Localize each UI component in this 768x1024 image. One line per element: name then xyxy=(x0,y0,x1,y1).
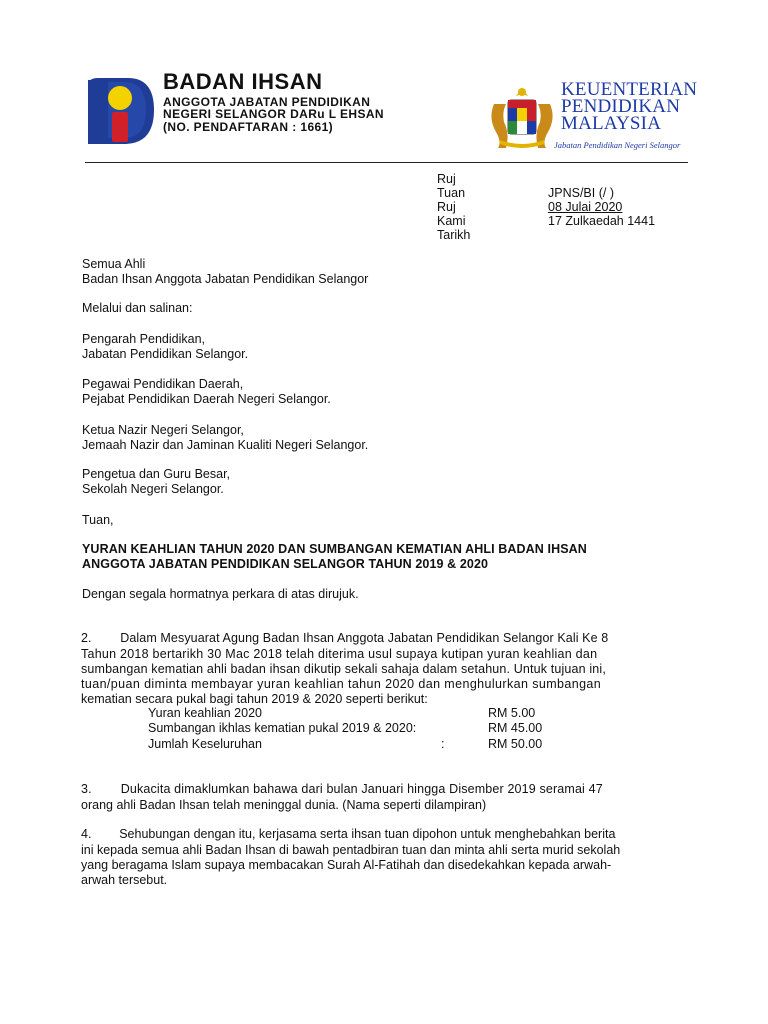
fee-amount-membership: RM 5.00 xyxy=(488,706,536,720)
recipient-line2: Badan Ihsan Anggota Jabatan Pendidikan Selangor xyxy=(82,272,369,286)
cc3-office: Jemaah Nazir dan Jaminan Kualiti Negeri Selangor. xyxy=(82,438,369,452)
org-subtitle-line1: ANGGOTA JABATAN PENDIDIKAN xyxy=(163,95,371,109)
opening-sentence: Dengan segala hormatnya perkara di atas dirujuk. xyxy=(82,587,359,601)
paragraph-3 xyxy=(81,767,668,813)
paragraph-2 xyxy=(81,616,668,708)
fee-label-death-contribution: Sumbangan ikhlas kematian pukal 2019 & 2020: xyxy=(148,721,417,735)
ref-label-tuan: Tuan xyxy=(437,186,466,200)
paragraph-2-line: Tahun 2018 bertarikh 30 Mac 2018 telah diterima usul supaya kutipan yuran keahlian dan xyxy=(81,646,598,661)
org-registration-number: (NO. PENDAFTARAN : 1661) xyxy=(163,120,334,134)
cc3-title: Ketua Nazir Negeri Selangor, xyxy=(82,423,244,437)
cc1-title: Pengarah Pendidikan, xyxy=(82,332,206,346)
org-name: BADAN IHSAN xyxy=(163,69,323,94)
ref-number: JPNS/BI (/ ) xyxy=(548,186,614,200)
ref-label-kami: Kami xyxy=(437,214,466,228)
recipient-line1: Semua Ahli xyxy=(82,257,146,271)
fee-amount-total: RM 50.00 xyxy=(488,737,543,751)
paragraph-4-line: ini kepada semua ahli Badan Ihsan di bawah pentadbiran tuan dan minta ahli serta murid sekolah xyxy=(81,842,621,857)
ministry-name-line2: PENDIDIKAN xyxy=(561,96,681,117)
badan-ihsan-logo xyxy=(84,76,158,146)
malaysia-coat-of-arms-icon xyxy=(484,84,560,150)
letter-date: 08 Julai 2020 xyxy=(548,200,623,214)
paragraph-2-line: tuan/puan diminta membayar yuran keahlian tahun 2020 dan menghulurkan sumbangan xyxy=(81,677,602,692)
subject-line2: ANGGOTA JABATAN PENDIDIKAN SELANGOR TAHUN 2019 & 2020 xyxy=(82,557,489,571)
cc2-office: Pejabat Pendidikan Daerah Negeri Selangor. xyxy=(82,392,331,406)
ministry-name-line1: KEUENTERIAN xyxy=(561,79,698,100)
via-copy-heading: Melalui dan salinan: xyxy=(82,301,193,315)
header-divider xyxy=(85,162,688,163)
fee-amount-death-contribution: RM 45.00 xyxy=(488,721,543,735)
cc1-office: Jabatan Pendidikan Selangor. xyxy=(82,347,249,361)
ref-label-tarikh: Tarikh xyxy=(437,228,471,242)
fee-colon-total: : xyxy=(441,737,445,751)
fee-label-total: Jumlah Keseluruhan xyxy=(148,737,262,751)
ministry-name-line3: MALAYSIA xyxy=(561,113,662,134)
paragraph-3-line: orang ahli Badan Ihsan telah meninggal dunia. (Nama seperti dilampiran) xyxy=(81,797,487,812)
paragraph-2-line: 2. Dalam Mesyuarat Agung Badan Ihsan Anggota Jabatan Pendidikan Selangor Kali Ke 8 xyxy=(81,631,609,646)
cc2-title: Pegawai Pendidikan Daerah, xyxy=(82,377,244,391)
fee-label-membership: Yuran keahlian 2020 xyxy=(148,706,262,720)
paragraph-4 xyxy=(81,812,668,888)
cc4-title: Pengetua dan Guru Besar, xyxy=(82,467,231,481)
ref-label-ruj-2: Ruj xyxy=(437,200,456,214)
paragraph-2-line: kematian secara pukal bagi tahun 2019 & 2020 seperti berikut: xyxy=(81,692,428,707)
paragraph-4-line: arwah tersebut. xyxy=(81,873,168,888)
paragraph-4-line: 4. Sehubungan dengan itu, kerjasama serta ihsan tuan dipohon untuk menghebahkan berita xyxy=(81,827,616,842)
paragraph-3-line: 3. Dukacita dimaklumkan bahawa dari bulan Januari hingga Disember 2019 seramai 47 xyxy=(81,782,603,797)
paragraph-2-line: sumbangan kematian ahli badan ihsan dikutip sekali sahaja dalam setahun. Untuk tujuan ini, xyxy=(81,661,606,676)
hijri-date: 17 Zulkaedah 1441 xyxy=(548,214,656,228)
ref-label-ruj: Ruj xyxy=(437,172,456,186)
ministry-subtitle: Jabatan Pendidikan Negeri Selangor xyxy=(554,140,681,150)
salutation: Tuan, xyxy=(82,513,114,527)
cc4-office: Sekolah Negeri Selangor. xyxy=(82,482,224,496)
subject-line1: YURAN KEAHLIAN TAHUN 2020 DAN SUMBANGAN KEMATIAN AHLI BADAN IHSAN xyxy=(82,542,587,556)
org-subtitle-line2: NEGERI SELANGOR DARu L EHSAN xyxy=(163,107,384,121)
paragraph-4-line: yang beragama Islam supaya membacakan Surah Al-Fatihah dan disedekahkan kepada arwah- xyxy=(81,857,612,872)
